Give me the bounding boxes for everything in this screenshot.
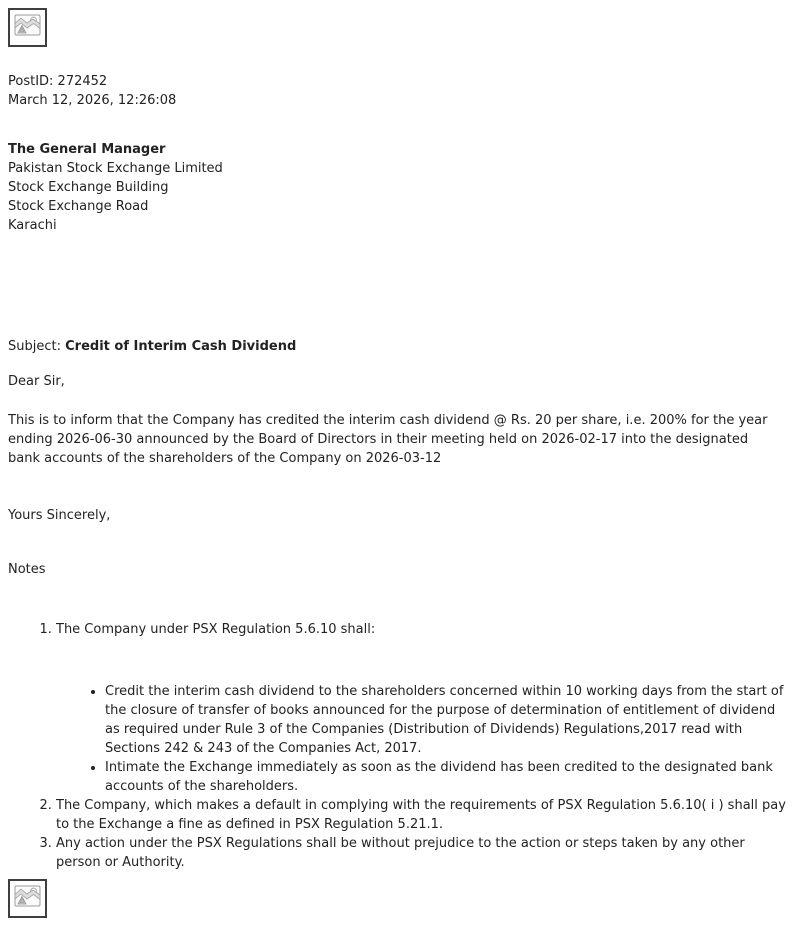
note-item-2: 2. The Company, which makes a default in complying with the requirements of PSX Regulation 5.6.10( i ) shall pay to the Exchange a fine as defined in PSX Regulation 5.21.1. [56,796,789,834]
closing: Yours Sincerely, [8,508,111,523]
post-meta [8,72,789,110]
broken-image-icon [14,884,41,914]
letter-document [8,8,789,918]
body-paragraph: This is to inform that the Company has credited the interim cash dividend @ Rs. 20 per share, i.e. 200% for the year ending 2026-06-30 announced by the Board of Directors in their meeting held on 2026-02-17 into the designated bank accounts of the shareholders of the Company on 2026-03-12 [8,413,768,466]
recipient-line: Pakistan Stock Exchange Limited [8,161,223,176]
broken-image-icon [14,13,41,43]
note-item-3: 3. Any action under the PSX Regulations shall be without prejudice to the action or steps taken by any other person or Authority. [56,834,789,872]
subject-text: Credit of Interim Cash Dividend [65,339,297,354]
salutation: Dear Sir, [8,374,65,389]
note-item-1 [56,620,789,796]
recipient-line: Stock Exchange Building [8,180,169,195]
notes-list [8,620,789,872]
note-item-1-sublist [56,682,789,796]
recipient-address [8,140,789,235]
footer-image-placeholder [8,879,47,918]
notes-heading: Notes [8,562,46,577]
note-bullet: • Intimate the Exchange immediately as soon as the dividend has been credited to the designated bank accounts of the shareholders. [105,758,789,796]
post-id: PostID: 272452 [8,74,108,89]
subject-label: Subject: [8,339,61,354]
recipient-title: The General Manager [8,142,166,157]
header-image-placeholder [8,8,47,47]
recipient-line: Stock Exchange Road [8,199,149,214]
post-datetime: March 12, 2026, 12:26:08 [8,93,177,108]
note-bullet: • Credit the interim cash dividend to the shareholders concerned within 10 working days from the start of the closure of transfer of books announced for the purpose of determination of entitlement of dividend as required under Rule 3 of the Companies (Distribution of Dividends) Regulations,2017 read with Sections 242 & 243 of the Companies Act, 2017. [105,682,789,758]
note-item-1-text: The Company under PSX Regulation 5.6.10 shall: [56,622,376,637]
recipient-line: Karachi [8,218,57,233]
subject-line [8,337,789,356]
